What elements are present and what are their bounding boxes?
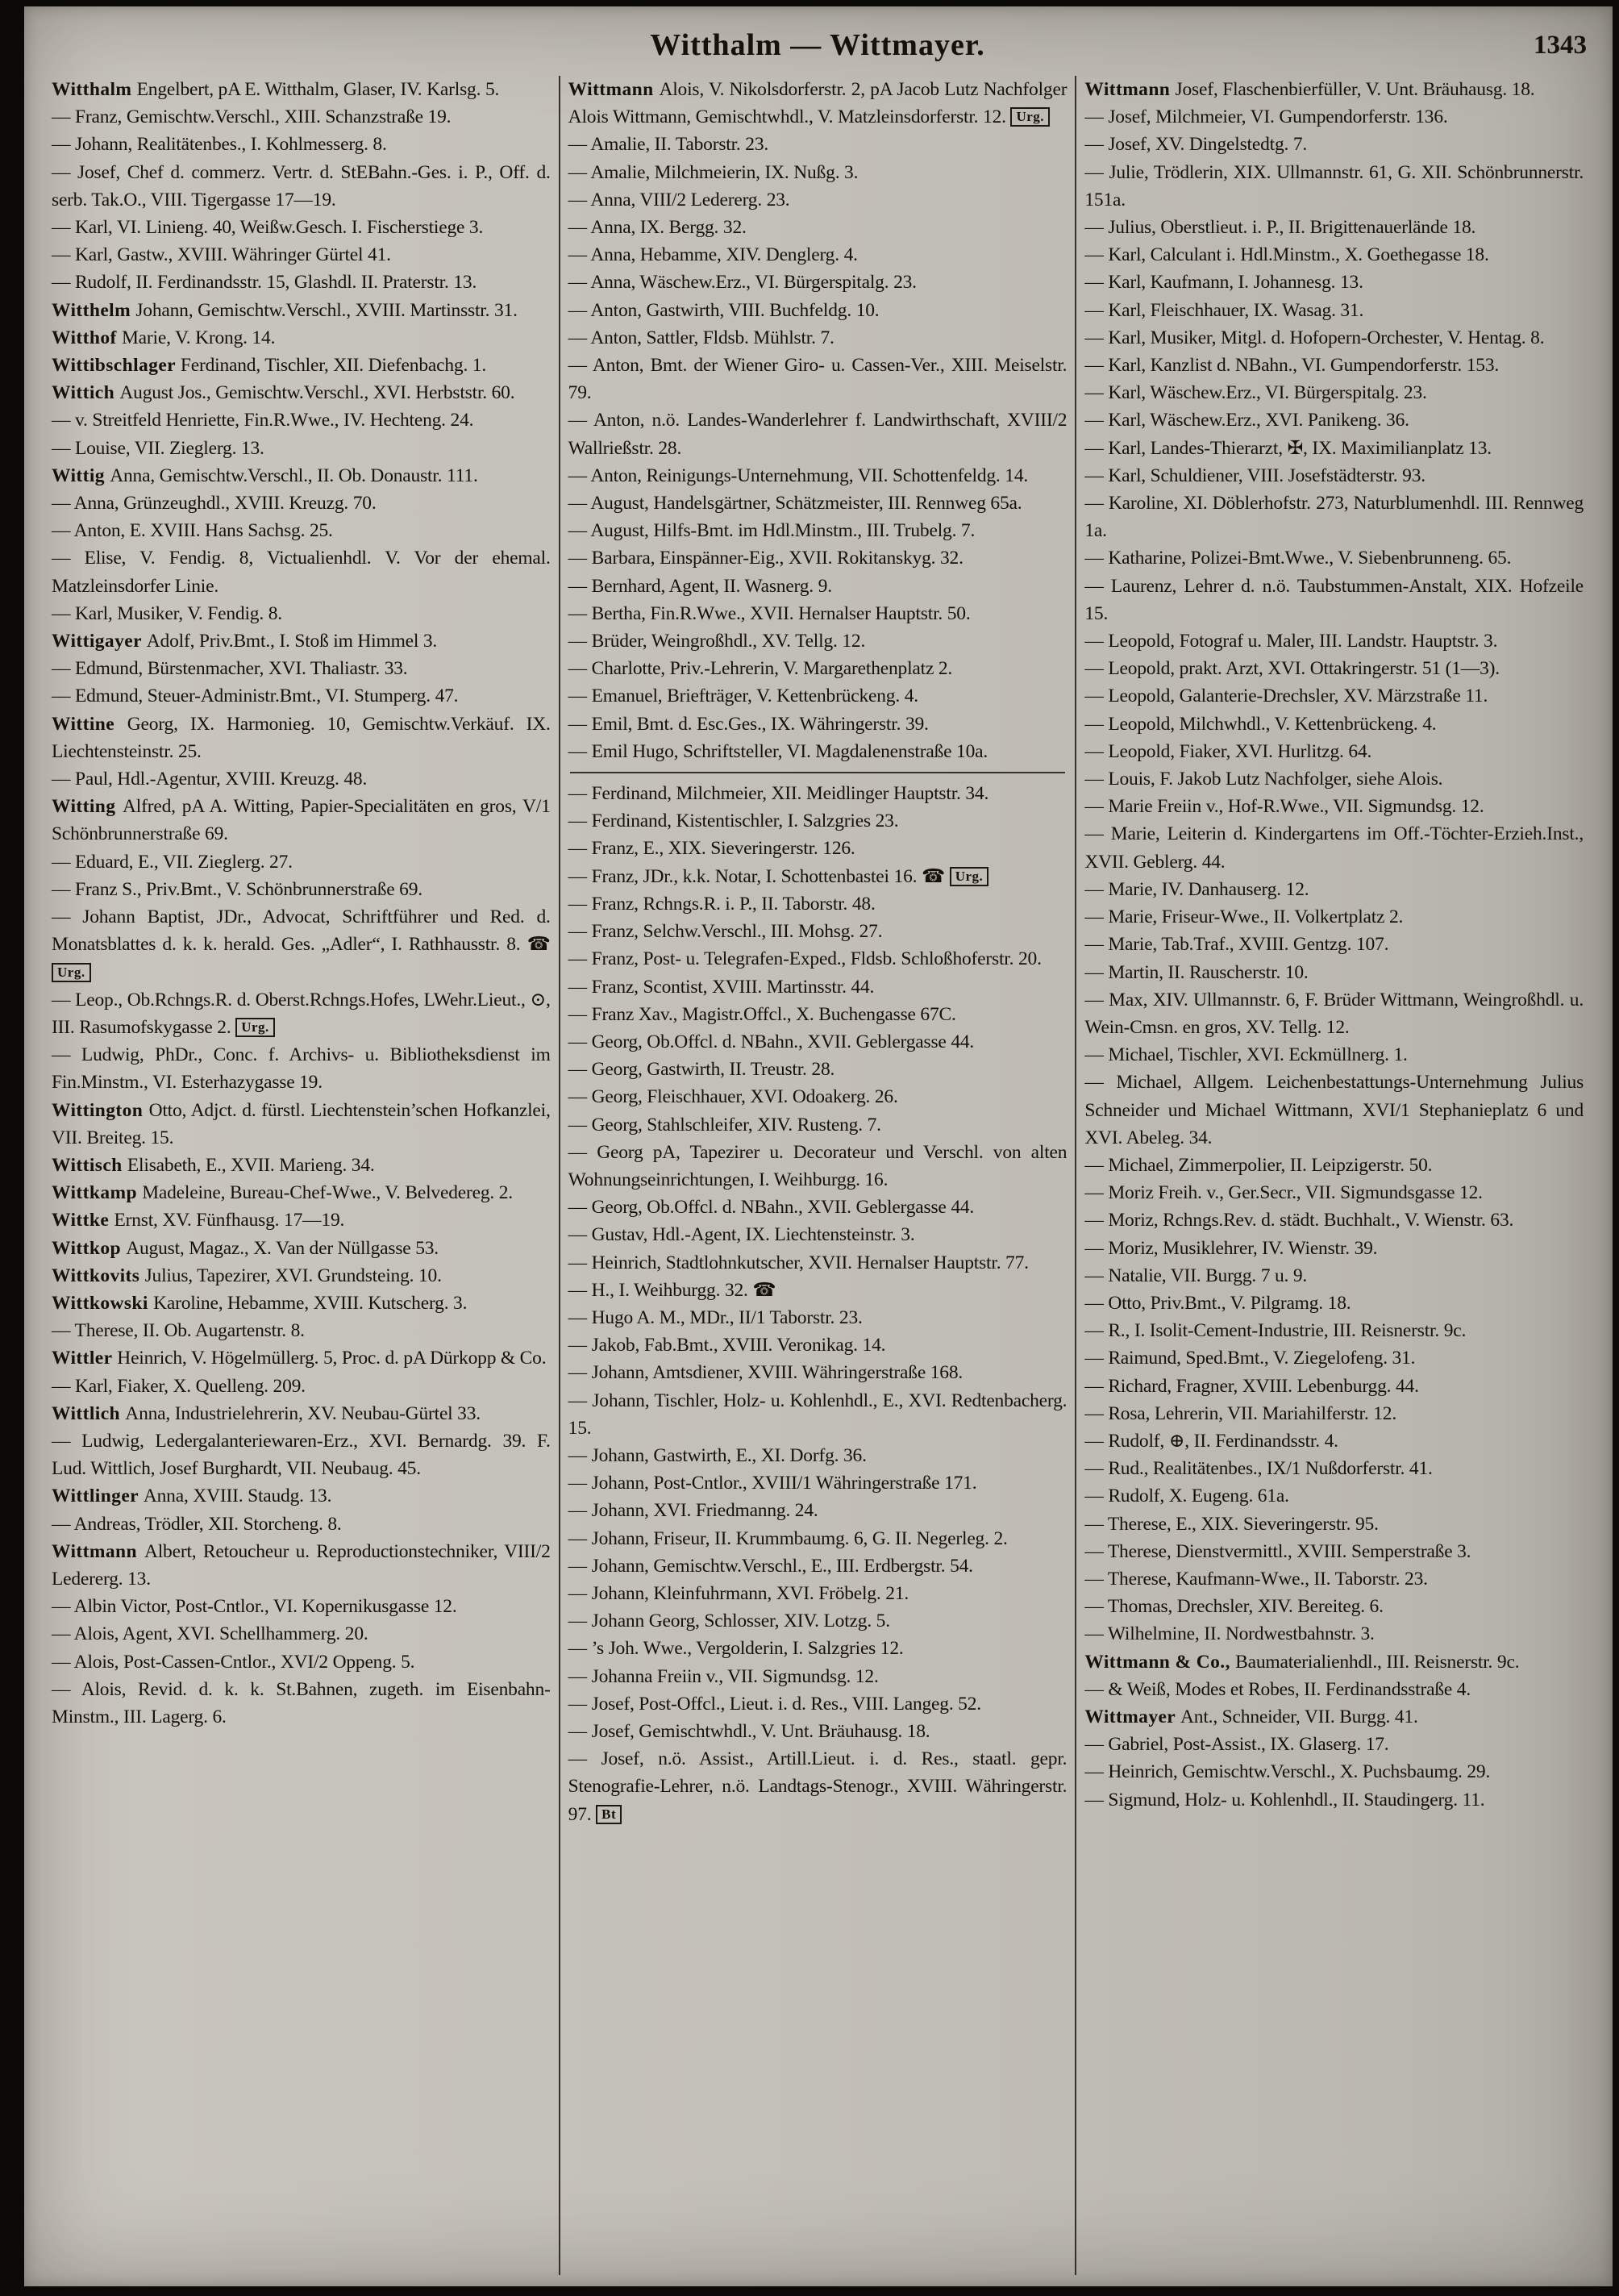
entry-surname: Wittisch bbox=[52, 1154, 127, 1176]
directory-entry: — Amalie, II. Taborstr. 23. bbox=[568, 134, 769, 156]
directory-entry: — Anna, Grünzeughdl., XVIII. Kreuzg. 70. bbox=[52, 493, 377, 515]
directory-entry: — Karl, Calculant i. Hdl.Minstm., X. Goethegasse 18. bbox=[1084, 244, 1489, 266]
directory-entry: Witting Alfred, pA A. Witting, Papier-Specialitäten en gros, V/1 Schönbrunnerstraße 69. bbox=[52, 796, 551, 845]
directory-entry: — Wilhelmine, II. Nordwestbahnstr. 3. bbox=[1084, 1623, 1375, 1645]
directory-entry: Wittmann Albert, Retoucheur u. Reproductionstechniker, VIII/2 Ledererg. 13. bbox=[52, 1540, 551, 1590]
directory-entry: Witthalm Engelbert, pA E. Witthalm, Glaser, IV. Karlsg. 5. bbox=[52, 79, 500, 100]
directory-entry: — Johann, Amtsdiener, XVIII. Währingerstraße 168. bbox=[568, 1362, 963, 1384]
boxed-tag: Urg. bbox=[950, 867, 989, 886]
directory-entry: — Ferdinand, Milchmeier, XII. Meidlinger Hauptstr. 34. bbox=[568, 783, 989, 805]
entry-surname: Wittkovits bbox=[52, 1265, 145, 1286]
directory-entry: — Johann, Gastwirth, E., XI. Dorfg. 36. bbox=[568, 1444, 867, 1466]
directory-entry: Witthof Marie, V. Krong. 14. bbox=[52, 327, 276, 348]
directory-entry: — Josef, n.ö. Assist., Artill.Lieut. i. d. Res., staatl. gepr. Stenografie-Lehrer, n.ö. Landtags-Stenogr., XVIII. Währingerstr. 97. Bt bbox=[568, 1748, 1068, 1825]
page-content bbox=[44, 27, 1592, 2275]
directory-entry: — Anton, n.ö. Landes-Wanderlehrer f. Landwirthschaft, XVIII/2 Wallrießstr. 28. bbox=[568, 410, 1068, 459]
entry-surname: Witthof bbox=[52, 327, 122, 348]
directory-entry: — Raimund, Sped.Bmt., V. Ziegelofeng. 31. bbox=[1084, 1348, 1416, 1369]
directory-entry: Wittington Otto, Adjct. d. fürstl. Liechtenstein’schen Hofkanzlei, VII. Breiteg. 15. bbox=[52, 1099, 551, 1148]
directory-entry: — Julius, Oberstlieut. i. P., II. Brigittenauerlände 18. bbox=[1084, 217, 1476, 239]
directory-entry: — Ludwig, Ledergalanteriewaren-Erz., XVI. Bernardg. 39. F. Lud. Wittlich, Josef Burghardt, VII. Neubaug. 45. bbox=[52, 1430, 551, 1480]
directory-entry: — Marie, IV. Danhauserg. 12. bbox=[1084, 878, 1309, 900]
directory-entry: — Edmund, Bürstenmacher, XVI. Thaliastr. 33. bbox=[52, 658, 408, 680]
directory-entry: — Natalie, VII. Burgg. 7 u. 9. bbox=[1084, 1265, 1308, 1286]
directory-entry: — Therese, E., XIX. Sieveringerstr. 95. bbox=[1084, 1513, 1379, 1535]
directory-entry: Wittich August Jos., Gemischtw.Verschl., XVI. Herbststr. 60. bbox=[52, 382, 515, 404]
directory-entry: — Georg, Stahlschleifer, XIV. Rusteng. 7. bbox=[568, 1114, 881, 1135]
entry-surname: Wittig bbox=[52, 465, 110, 486]
directory-entry: — Johann, Friseur, II. Krummbaumg. 6, G. II. Negerleg. 2. bbox=[568, 1527, 1008, 1549]
entry-surname: Wittibschlager bbox=[52, 355, 181, 377]
directory-entry: — Laurenz, Lehrer d. n.ö. Taubstummen-Anstalt, XIX. Hofzeile 15. bbox=[1084, 575, 1584, 624]
directory-entry: Witthelm Johann, Gemischtw.Verschl., XVIII. Martinsstr. 31. bbox=[52, 299, 518, 321]
directory-entry: — Eduard, E., VII. Zieglerg. 27. bbox=[52, 851, 293, 873]
directory-entry: — August, Handelsgärtner, Schätzmeister, III. Rennweg 65a. bbox=[568, 493, 1022, 515]
directory-entry: — Johann, XVI. Friedmanng. 24. bbox=[568, 1500, 818, 1522]
directory-entry: — Leopold, prakt. Arzt, XVI. Ottakringerstr. 51 (1—3). bbox=[1084, 658, 1500, 680]
directory-entry: — Anton, Bmt. der Wiener Giro- u. Cassen-Ver., XIII. Meiselstr. 79. bbox=[568, 355, 1068, 404]
directory-entry: — Gabriel, Post-Assist., IX. Glaserg. 17. bbox=[1084, 1734, 1389, 1756]
directory-entry: — Otto, Priv.Bmt., V. Pilgramg. 18. bbox=[1084, 1292, 1351, 1314]
directory-entry: — Josef, Milchmeier, VI. Gumpendorferstr. 136. bbox=[1084, 106, 1448, 128]
directory-entry: — Alois, Revid. d. k. k. St.Bahnen, zugeth. im Eisenbahn-Minstm., III. Lagerg. 6. bbox=[52, 1678, 551, 1727]
directory-entry: Wittmann Alois, V. Nikolsdorferstr. 2, pA Jacob Lutz Nachfolger Alois Wittmann, Gemischtwhdl., V. Matzleinsdorferstr. 12. Urg. bbox=[568, 79, 1068, 128]
directory-entry: Wittigayer Adolf, Priv.Bmt., I. Stoß im Himmel 3. bbox=[52, 631, 438, 652]
directory-entry: — R., I. Isolit-Cement-Industrie, III. Reisnerstr. 9c. bbox=[1084, 1320, 1467, 1342]
entry-surname: Wittke bbox=[52, 1210, 114, 1231]
page-title: Witthalm — Wittmayer. bbox=[650, 28, 985, 62]
entry-surname: Witthalm bbox=[52, 79, 137, 100]
directory-entry: — Georg pA, Tapezirer u. Decorateur und Verschl. von alten Wohnungseinrichtungen, I. Weihburgg. 16. bbox=[568, 1141, 1068, 1190]
directory-entry: — Leopold, Fiaker, XVI. Hurlitzg. 64. bbox=[1084, 740, 1372, 762]
directory-entry: Wittmann & Co., Baumaterialienhdl., III. Reisnerstr. 9c. bbox=[1084, 1651, 1520, 1673]
directory-entry: Wittler Heinrich, V. Högelmüllerg. 5, Proc. d. pA Dürkopp & Co. bbox=[52, 1348, 547, 1369]
directory-entry: — Karl, Wäschew.Erz., VI. Bürgerspitalg. 23. bbox=[1084, 382, 1427, 404]
directory-entry: — Karoline, XI. Döblerhofstr. 273, Naturblumenhdl. III. Rennweg 1a. bbox=[1084, 493, 1584, 542]
directory-entry: — Ferdinand, Kistentischler, I. Salzgries 23. bbox=[568, 810, 899, 832]
entry-surname: Wittmann bbox=[568, 79, 660, 100]
directory-entry: — ’s Joh. Wwe., Vergolderin, I. Salzgries 12. bbox=[568, 1638, 904, 1660]
boxed-tag: Urg. bbox=[1010, 107, 1050, 127]
directory-entry: — Josef, Gemischtwhdl., V. Unt. Bräuhausg. 18. bbox=[568, 1720, 930, 1742]
directory-entry: — Emil Hugo, Schriftsteller, VI. Magdalenenstraße 10a. bbox=[568, 740, 988, 762]
directory-entry: — Franz S., Priv.Bmt., V. Schönbrunnerstraße 69. bbox=[52, 878, 422, 900]
directory-entry: — Rudolf, X. Eugeng. 61a. bbox=[1084, 1486, 1289, 1507]
directory-entry: — Karl, VI. Linieng. 40, Weißw.Gesch. I. Fischerstiege 3. bbox=[52, 217, 484, 239]
entry-surname: Wittkowski bbox=[52, 1292, 154, 1314]
entry-surname: Witthelm bbox=[52, 299, 136, 321]
entry-surname: Wittkop bbox=[52, 1237, 127, 1259]
directory-entry: — Karl, Schuldiener, VIII. Josefstädterstr. 93. bbox=[1084, 465, 1425, 486]
directory-entry: — Leopold, Fotograf u. Maler, III. Landstr. Hauptstr. 3. bbox=[1084, 631, 1498, 652]
directory-entry: — Georg, Fleischhauer, XVI. Odoakerg. 26. bbox=[568, 1086, 898, 1108]
directory-entry: — Emanuel, Briefträger, V. Kettenbrückeng. 4. bbox=[568, 685, 918, 707]
columns-container bbox=[44, 74, 1592, 2275]
directory-entry: — Max, XIV. Ullmannstr. 6, F. Brüder Wittmann, Weingroßhdl. u. Wein-Cmsn. en gros, XV. Tellg. 12. bbox=[1084, 989, 1584, 1038]
directory-entry: — Rosa, Lehrerin, VII. Mariahilferstr. 12. bbox=[1084, 1402, 1396, 1424]
entry-surname: Wittmann & Co., bbox=[1084, 1651, 1236, 1673]
directory-entry: — Franz, E., XIX. Sieveringerstr. 126. bbox=[568, 838, 855, 860]
directory-entry: — Jakob, Fab.Bmt., XVIII. Veronikag. 14. bbox=[568, 1335, 886, 1356]
directory-entry: — Rud., Realitätenbes., IX/1 Nußdorferstr. 41. bbox=[1084, 1458, 1433, 1480]
directory-entry: — Georg, Gastwirth, II. Treustr. 28. bbox=[568, 1059, 835, 1081]
boxed-tag: Urg. bbox=[52, 963, 91, 982]
directory-entry: — Charlotte, Priv.-Lehrerin, V. Margarethenplatz 2. bbox=[568, 658, 953, 680]
entry-surname: Wittmayer bbox=[1084, 1706, 1180, 1727]
directory-entry: — Franz, Scontist, XVIII. Martinsstr. 44. bbox=[568, 976, 875, 998]
directory-entry: — Moriz, Rchngs.Rev. d. städt. Buchhalt., V. Wienstr. 63. bbox=[1084, 1210, 1514, 1231]
directory-entry: — Karl, Musiker, V. Fendig. 8. bbox=[52, 602, 282, 624]
directory-entry: — Karl, Kanzlist d. NBahn., VI. Gumpendorferstr. 153. bbox=[1084, 355, 1500, 377]
directory-entry: — Johann, Kleinfuhrmann, XVI. Fröbelg. 21. bbox=[568, 1582, 909, 1604]
column-1 bbox=[44, 74, 559, 2275]
entry-surname: Wittigayer bbox=[52, 631, 147, 652]
directory-entry: — Georg, Ob.Offcl. d. NBahn., XVII. Geblergasse 44. bbox=[568, 1031, 975, 1052]
directory-entry: — Johanna Freiin v., VII. Sigmundsg. 12. bbox=[568, 1665, 879, 1687]
directory-entry: Wittlinger Anna, XVIII. Staudg. 13. bbox=[52, 1486, 332, 1507]
directory-entry: — Michael, Zimmerpolier, II. Leipzigerstr. 50. bbox=[1084, 1154, 1433, 1176]
directory-entry: — Karl, Kaufmann, I. Johannesg. 13. bbox=[1084, 272, 1363, 294]
directory-entry: — Franz, JDr., k.k. Notar, I. Schottenbastei 16. ☎ Urg. bbox=[568, 863, 1068, 890]
directory-entry: — Anton, Sattler, Fldsb. Mühlstr. 7. bbox=[568, 327, 834, 348]
directory-entry: — Karl, Fleischhauer, IX. Wasag. 31. bbox=[1084, 299, 1364, 321]
directory-entry: Wittmayer Ant., Schneider, VII. Burgg. 41. bbox=[1084, 1706, 1418, 1727]
directory-entry: — Andreas, Trödler, XII. Storcheng. 8. bbox=[52, 1513, 342, 1535]
entry-surname: Witting bbox=[52, 796, 123, 818]
directory-entry: — Brüder, Weingroßhdl., XV. Tellg. 12. bbox=[568, 631, 866, 652]
directory-entry: — Franz, Rchngs.R. i. P., II. Taborstr. 48. bbox=[568, 893, 876, 915]
directory-entry: — Bernhard, Agent, II. Wasnerg. 9. bbox=[568, 575, 832, 597]
directory-entry: — Karl, Fiaker, X. Quelleng. 209. bbox=[52, 1375, 306, 1397]
directory-entry: — Amalie, Milchmeierin, IX. Nußg. 3. bbox=[568, 161, 859, 183]
page-number: 1343 bbox=[1534, 31, 1587, 60]
directory-entry: — Josef, XV. Dingelstedtg. 7. bbox=[1084, 134, 1308, 156]
directory-entry: — Therese, II. Ob. Augartenstr. 8. bbox=[52, 1320, 305, 1342]
directory-entry: — Sigmund, Holz- u. Kohlenhdl., II. Staudingerg. 11. bbox=[1084, 1789, 1485, 1811]
directory-entry: — Leopold, Galanterie-Drechsler, XV. Märzstraße 11. bbox=[1084, 685, 1488, 707]
directory-entry: — Marie Freiin v., Hof-R.Wwe., VII. Sigmundsg. 12. bbox=[1084, 796, 1484, 818]
directory-entry: — Heinrich, Stadtlohnkutscher, XVII. Hernalser Hauptstr. 77. bbox=[568, 1252, 1029, 1273]
directory-entry: — Johann, Gemischtw.Verschl., E., III. Erdbergstr. 54. bbox=[568, 1555, 973, 1577]
directory-entry: — Bertha, Fin.R.Wwe., XVII. Hernalser Hauptstr. 50. bbox=[568, 602, 971, 624]
directory-entry: — Julie, Trödlerin, XIX. Ullmannstr. 61, G. XII. Schönbrunnerstr. 151a. bbox=[1084, 161, 1584, 210]
directory-entry: Wittmann Josef, Flaschenbierfüller, V. Unt. Bräuhausg. 18. bbox=[1084, 79, 1535, 100]
column-3 bbox=[1076, 74, 1592, 2275]
directory-entry: — August, Hilfs-Bmt. im Hdl.Minstm., III. Trubelg. 7. bbox=[568, 520, 976, 542]
directory-entry: — Heinrich, Gemischtw.Verschl., X. Puchsbaumg. 29. bbox=[1084, 1761, 1491, 1783]
entry-surname: Wittlich bbox=[52, 1402, 126, 1424]
directory-entry: — & Weiß, Modes et Robes, II. Ferdinandsstraße 4. bbox=[1084, 1678, 1471, 1700]
entry-surname: Wittler bbox=[52, 1348, 118, 1369]
entry-surname: Wittlinger bbox=[52, 1486, 144, 1507]
directory-entry: Wittke Ernst, XV. Fünfhausg. 17—19. bbox=[52, 1210, 345, 1231]
directory-entry: — Alois, Agent, XVI. Schellhammerg. 20. bbox=[52, 1623, 368, 1645]
directory-entry: — Therese, Kaufmann-Wwe., II. Taborstr. 23. bbox=[1084, 1568, 1428, 1590]
directory-entry: — Louis, F. Jakob Lutz Nachfolger, siehe Alois. bbox=[1084, 769, 1443, 790]
directory-entry: — Anna, VIII/2 Ledererg. 23. bbox=[568, 189, 790, 210]
directory-entry: — Louise, VII. Zieglerg. 13. bbox=[52, 437, 264, 459]
directory-entry: — Rudolf, ⊕, II. Ferdinandsstr. 4. bbox=[1084, 1430, 1338, 1452]
directory-entry: — Martin, II. Rauscherstr. 10. bbox=[1084, 961, 1309, 983]
directory-entry: — Alois, Post-Cassen-Cntlor., XVI/2 Oppeng. 5. bbox=[52, 1651, 415, 1673]
directory-entry: — Leopold, Milchwhdl., V. Kettenbrückeng. 4. bbox=[1084, 713, 1437, 735]
directory-entry: Wittine Georg, IX. Harmonieg. 10, Gemischtw.Verkäuf. IX. Liechtensteinstr. 25. bbox=[52, 713, 551, 762]
directory-entry: — Leop., Ob.Rchngs.R. d. Oberst.Rchngs.Hofes, LWehr.Lieut., ⊙, III. Rasumofskygasse 2. Urg. bbox=[52, 989, 551, 1038]
entry-surname: Wittich bbox=[52, 382, 120, 404]
directory-entry: — Anton, E. XVIII. Hans Sachsg. 25. bbox=[52, 520, 333, 542]
directory-entry: Wittkop August, Magaz., X. Van der Nüllgasse 53. bbox=[52, 1237, 439, 1259]
entry-surname: Wittkamp bbox=[52, 1182, 143, 1204]
directory-entry: — Gustav, Hdl.-Agent, IX. Liechtensteinstr. 3. bbox=[568, 1224, 915, 1246]
directory-entry: — Marie, Friseur-Wwe., II. Volkertplatz 2. bbox=[1084, 906, 1404, 928]
directory-entry: Wittkowski Karoline, Hebamme, XVIII. Kutscherg. 3. bbox=[52, 1292, 468, 1314]
directory-entry: — Johann, Post-Cntlor., XVIII/1 Währingerstraße 171. bbox=[568, 1473, 977, 1494]
directory-entry: — Anton, Gastwirth, VIII. Buchfeldg. 10. bbox=[568, 299, 880, 321]
directory-entry: — Anton, Reinigungs-Unternehmung, VII. Schottenfeldg. 14. bbox=[568, 465, 1029, 486]
directory-entry: — Rudolf, II. Ferdinandsstr. 15, Glashdl. II. Praterstr. 13. bbox=[52, 272, 477, 294]
directory-entry: Wittig Anna, Gemischtw.Verschl., II. Ob. Donaustr. 111. bbox=[52, 465, 478, 486]
directory-entry: — v. Streitfeld Henriette, Fin.R.Wwe., IV. Hechteng. 24. bbox=[52, 410, 474, 431]
directory-entry: — Thomas, Drechsler, XIV. Bereiteg. 6. bbox=[1084, 1596, 1384, 1618]
directory-entry: — Anna, Hebamme, XIV. Denglerg. 4. bbox=[568, 244, 858, 266]
directory-entry: — Karl, Gastw., XVIII. Währinger Gürtel 41. bbox=[52, 244, 391, 266]
entry-surname: Wittington bbox=[52, 1099, 149, 1121]
directory-entry: — Anna, Wäschew.Erz., VI. Bürgerspitalg. 23. bbox=[568, 272, 917, 294]
directory-entry: — Michael, Tischler, XVI. Eckmüllnerg. 1. bbox=[1084, 1044, 1408, 1066]
boxed-tag: Urg. bbox=[235, 1018, 275, 1037]
directory-entry: — Karl, Landes-Thierarzt, ✠, IX. Maximilianplatz 13. bbox=[1084, 437, 1492, 459]
directory-entry: — Marie, Tab.Traf., XVIII. Gentzg. 107. bbox=[1084, 934, 1389, 956]
directory-entry: — Josef, Chef d. commerz. Vertr. d. StEBahn.-Ges. i. P., Off. d. serb. Tak.O., VIII. Tigergasse 17—19. bbox=[52, 161, 551, 210]
boxed-tag: Bt bbox=[596, 1805, 622, 1824]
directory-entry: — Franz, Post- u. Telegrafen-Exped., Fldsb. Schloßhoferstr. 20. bbox=[568, 948, 1042, 970]
entry-surname: Wittine bbox=[52, 713, 127, 735]
directory-entry: Wittlich Anna, Industrielehrerin, XV. Neubau-Gürtel 33. bbox=[52, 1402, 481, 1424]
directory-entry: — Franz Xav., Magistr.Offcl., X. Buchengasse 67C. bbox=[568, 1003, 956, 1025]
directory-entry: — Therese, Dienstvermittl., XVIII. Semperstraße 3. bbox=[1084, 1540, 1471, 1562]
directory-entry: — H., I. Weihburgg. 32. ☎ bbox=[568, 1279, 776, 1301]
directory-entry: — Hugo A. M., MDr., II/1 Taborstr. 23. bbox=[568, 1306, 863, 1328]
directory-entry: — Johann, Tischler, Holz- u. Kohlenhdl., E., XVI. Redtenbacherg. 15. bbox=[568, 1390, 1068, 1439]
directory-entry: — Richard, Fragner, XVIII. Lebenburgg. 44. bbox=[1084, 1375, 1419, 1397]
directory-entry: Wittkamp Madeleine, Bureau-Chef-Wwe., V. Belvedereg. 2. bbox=[52, 1182, 513, 1204]
section-rule bbox=[570, 772, 1066, 773]
directory-entry: — Katharine, Polizei-Bmt.Wwe., V. Siebenbrunneng. 65. bbox=[1084, 548, 1512, 569]
directory-entry: — Moriz Freih. v., Ger.Secr., VII. Sigmundsgasse 12. bbox=[1084, 1182, 1483, 1204]
entry-surname: Wittmann bbox=[1084, 79, 1176, 100]
directory-entry: — Barbara, Einspänner-Eig., XVII. Rokitanskyg. 32. bbox=[568, 548, 963, 569]
directory-entry: — Johann Georg, Schlosser, XIV. Lotzg. 5. bbox=[568, 1611, 890, 1632]
page-header bbox=[44, 27, 1592, 74]
directory-entry: — Marie, Leiterin d. Kindergartens im Off.-Töchter-Erzieh.Inst., XVII. Geblerg. 44. bbox=[1084, 823, 1584, 873]
directory-entry: — Franz, Gemischtw.Verschl., XIII. Schanzstraße 19. bbox=[52, 106, 452, 128]
directory-entry: — Emil, Bmt. d. Esc.Ges., IX. Währingerstr. 39. bbox=[568, 713, 929, 735]
directory-entry: Wittibschlager Ferdinand, Tischler, XII. Diefenbachg. 1. bbox=[52, 355, 487, 377]
directory-entry: — Albin Victor, Post-Cntlor., VI. Kopernikusgasse 12. bbox=[52, 1596, 457, 1618]
directory-entry: Wittisch Elisabeth, E., XVII. Marieng. 34. bbox=[52, 1154, 375, 1176]
entry-surname: Wittmann bbox=[52, 1540, 144, 1562]
column-2 bbox=[560, 74, 1076, 2275]
directory-entry: — Johann Baptist, JDr., Advocat, Schriftführer und Red. d. Monatsblattes d. k. k. herald. Ges. „Adler“, I. Rathhausstr. 8. ☎ Urg. bbox=[52, 903, 551, 986]
directory-entry: — Edmund, Steuer-Administr.Bmt., VI. Stumperg. 47. bbox=[52, 685, 459, 707]
directory-entry: — Karl, Musiker, Mitgl. d. Hofopern-Orchester, V. Hentag. 8. bbox=[1084, 327, 1545, 348]
directory-entry: — Josef, Post-Offcl., Lieut. i. d. Res., VIII. Langeg. 52. bbox=[568, 1693, 981, 1715]
directory-entry: — Georg, Ob.Offcl. d. NBahn., XVII. Geblergasse 44. bbox=[568, 1197, 975, 1219]
directory-entry: — Elise, V. Fendig. 8, Victualienhdl. V. Vor der ehemal. Matzleinsdorfer Linie. bbox=[52, 548, 551, 597]
directory-entry: — Franz, Selchw.Verschl., III. Mohsg. 27. bbox=[568, 921, 883, 943]
directory-page bbox=[24, 6, 1613, 2286]
directory-entry: Wittkovits Julius, Tapezirer, XVI. Grundsteing. 10. bbox=[52, 1265, 442, 1286]
directory-entry: — Michael, Allgem. Leichenbestattungs-Unternehmung Julius Schneider und Michael Wittmann, XVI/1 Stephanieplatz 6 und XVI. Abeleg. 34. bbox=[1084, 1072, 1584, 1148]
directory-entry: — Moriz, Musiklehrer, IV. Wienstr. 39. bbox=[1084, 1237, 1378, 1259]
directory-entry: — Ludwig, PhDr., Conc. f. Archivs- u. Bibliotheksdienst im Fin.Minstm., VI. Esterhazygasse 19. bbox=[52, 1044, 551, 1094]
directory-entry: — Johann, Realitätenbes., I. Kohlmesserg. 8. bbox=[52, 134, 387, 156]
directory-entry: — Anna, IX. Bergg. 32. bbox=[568, 217, 747, 239]
directory-entry: — Karl, Wäschew.Erz., XVI. Panikeng. 36. bbox=[1084, 410, 1409, 431]
directory-entry: — Paul, Hdl.-Agentur, XVIII. Kreuzg. 48. bbox=[52, 769, 368, 790]
